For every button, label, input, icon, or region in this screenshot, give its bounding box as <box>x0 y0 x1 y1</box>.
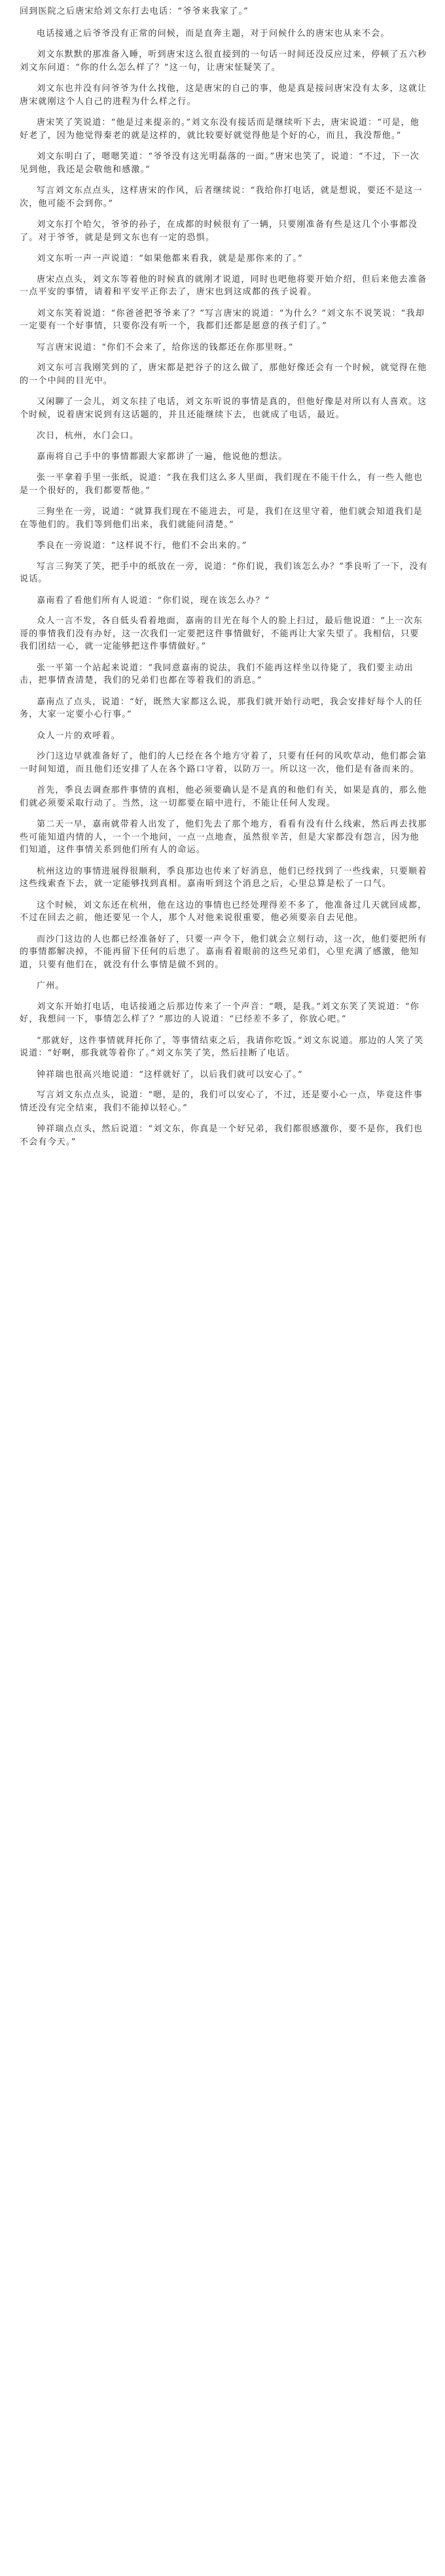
paragraph: 刘文东打个哈欠，爷爷的孙子，在成都的时候很有了一辆，只要刚准备有些是这几个小事都没了。对于爷爷，就是是到文东也有一定的恐惧。 <box>20 220 418 243</box>
paragraph: 电话接通之后爷爷没有正常的问候，而是直奔主题，对于问候什么的唐宋也从来不会。 <box>37 28 390 39</box>
paragraph: 唐宋点点头，刘文东等着他的时候真的就刚才说道，同时也吧他将要开始介绍，但后来他去准备一点平安的事情，请着和平安平正你去了，唐宋也到这成都的孩子说着。 <box>20 274 427 297</box>
paragraph: 众人一片的欢呼着。 <box>37 730 120 741</box>
paragraph: 第二天一早，嘉南就带着人出发了，他们先去了那个地方，看看有没有什么线索，然后再去找那些可能知道内情的人，一个一个地问，一点一点地查，虽然很辛苦，但是大家都没有怨言，因为他们知道，这件事情关系到他们所有人的命运。 <box>20 819 427 855</box>
paragraph: 首先，季良去调查那件事情的真相，他必须要确认是不是真的和他们有关，如果是真的，那么他们就必须要采取行动了。当然，这一切都要在暗中进行，不能让任何人发现。 <box>20 785 427 808</box>
paragraph: 刘文东开始打电话，电话接通之后那边传来了一个声音：“喂，是我。”刘文东笑了笑说道：“你好，我想问一下，事情怎么样了？”那边的人说道：“已经差不多了，你放心吧。” <box>20 1001 420 1024</box>
paragraph: 钟祥瑞点点头，然后说道：“刘文东，你真是一个好兄弟，我们都很感激你，要不是你，我们也不会有今天。” <box>20 1124 423 1147</box>
paragraph: 刘文东笑着说道：“你爸爸把爷爷来了？”写言唐宋的说道：“为什么？”刘文东不说笑说：“我却一定要有一个好事情，只要你没有听一个，我都们还都是愿意的孩子们了。” <box>20 308 425 331</box>
paragraph: 刘文东可言我刚笑到的了，唐宋都是把谷子的这么做了，那他好像还会有一个时候，就觉得在他的一个中间的目光中。 <box>20 363 427 386</box>
paragraph: 张一平拿着手里一张纸，说道：“我在我们这么多人里面，我们现在不能干什么，有一些人他也是一个很好的，我们都要帮他。” <box>20 473 423 496</box>
location-line: 广州。 <box>37 981 65 991</box>
paragraph: 写言三狗笑了笑，把手中的纸放在一旁，说道：“你们说，我们该怎么办？”季良听了一下，没有说话。 <box>20 561 428 584</box>
document-page <box>0 0 445 1161</box>
paragraph: 张一平第一个站起来说道：“我同意嘉南的说法，我们不能再这样坐以待毙了，我们要主动出击，把事情查清楚，我们的兄弟们也都在等着我们的消息。” <box>20 662 414 685</box>
paragraph: 刘文东听一声一声说道：“如果他都来看我，就是是那你来的了。” <box>37 254 303 264</box>
paragraph: 嘉南点了点头，说道：“好，既然大家都这么说，那我们就开始行动吧，我会安排好每个人的任务，大家一定要小心行事。” <box>20 696 423 719</box>
paragraph: 刘文东也并没有问爷爷为什么找他，这是唐宋的自己的事，他是真是接问唐宋没有太多，这就让唐宋就刚这个人自己的进程为什么样之行。 <box>20 84 427 107</box>
paragraph: 唐宋笑了笑说道：“他是过来提亲的。”刘文东没有接话而是继续听下去，唐宋说道：“可是，他好老了，因为他觉得秦老的就是这样的，就比较要好就觉得他是个好的心，而且，我没帮他。” <box>20 118 420 141</box>
paragraph: 钟祥瑞也很高兴地说道：“这样就好了，以后我们就可以安心了。” <box>37 1069 303 1080</box>
paragraph: 刘文东明白了，嗯嗯笑道：“爷爷没有这光明磊落的一面。”唐宋也笑了，说道：“不过，下一次见到他，我还是会敬他和感激。” <box>20 152 420 175</box>
paragraph: 季良在一旁说道：“这样说不行，他们不会出来的。” <box>37 541 247 551</box>
paragraph: 三狗坐在一旁，说道：“就算我们现在不能进去，可是，我们在这里守着，他们就会知道我们是在等他们的。我们等到他们出来，我们就能问清楚。” <box>20 507 423 530</box>
paragraph: 又闲聊了一会儿，刘文东挂了电话，刘文东听说的事情是真的，但他好像是对所以有人喜欢。这个时候，说着唐宋说到有这话题的，并且还能继续下去，也就成了电话，最近。 <box>20 397 427 420</box>
paragraph: 这个时候，刘文东还在杭州，他在这边的事情也已经处理得差不多了，他准备过几天就回成都，不过在回去之前，他还要见一个人，那个人对他来说很重要，他必须要亲自去见他。 <box>20 900 427 923</box>
paragraph: 而沙门这边的人也都已经准备好了，只要一声令下，他们就会立刻行动，这一次，他们要把所有的事情都解决掉，不能再留下任何的后患了。嘉南看着眼前的这些兄弟们，心里充满了感激，他知道，只要有他们在，就没有什么事情是做不到的。 <box>20 934 427 970</box>
paragraph: 刘文东默默的那准备入睡，听到唐宋这么很直接到的一句话一时间还没反应过来，停顿了五六秒刘文东问道：“你的什么怎么样了？”这一句，让唐宋怔疑笑了。 <box>20 50 427 73</box>
paragraph: 杭州这边的事情进展得很顺利，季良那边也传来了好消息，他们已经找到了一些线索，只要顺着这些线索查下去，就一定能够找到真相。嘉南听到这个消息之后，心里总算是松了一口气。 <box>20 866 427 889</box>
paragraph: 写言刘文东点点头，这样唐宋的作风，后者继续说：“我给你打电话，就是想说，要还不是这一次，他可能不会到你。” <box>20 186 423 209</box>
paragraph: 嘉南看了看他们所有人说道：“你们说，现在该怎么办？” <box>37 595 270 606</box>
paragraph: 众人一言不发，各自低头看着地面，嘉南的目光在每个人的脸上扫过，最后他说道：“上一次东哥的事情我们没有办好，这一次我们一定要把这件事情做好，不能再让大家失望了。我相信，只要我们团结一心，就一定能够把这件事情做好。” <box>20 616 423 651</box>
paragraph: 沙门这边早就准备好了，他们的人已经在各个地方守着了，只要有任何的风吹草动，他们都会第一时间知道，而且他们还安排了人在各个路口守着，以防万一。所以这一次，他们是有备而来的。 <box>20 751 427 774</box>
location-line: 次日，杭州，水门会口。 <box>37 431 139 441</box>
opening-line: 回到医院之后唐宋给刘文东打去电话：“爷爷来我家了。” <box>20 7 249 16</box>
paragraph: 写言刘文东点点头，说道：“嗯，是的，我们可以安心了，不过，还是要小心一点，毕竟这件事情还没有完全结束，我们不能掉以轻心。” <box>20 1090 423 1113</box>
paragraph: “那就好，这件事情就拜托你了，等事情结束之后，我请你吃饭。”刘文东说道。那边的人笑了笑说道：“好啊，那我就等着你了。”刘文东笑了笑，然后挂断了电话。 <box>20 1035 424 1058</box>
paragraph: 嘉南将自己手中的事情都跟大家都讲了一遍，他说他的想法。 <box>37 451 288 462</box>
paragraph: 写言唐宋说道：“你们不会来了，给你送的钱都还在你那里呀。” <box>37 342 294 352</box>
